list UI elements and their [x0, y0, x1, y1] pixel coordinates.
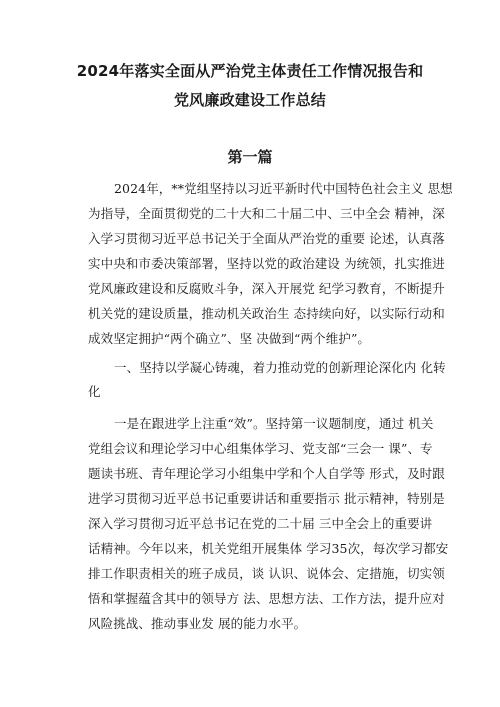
- paragraph-line: 机关党的建设质量，推动机关政治生 态持续向好，以实际行动和: [88, 306, 445, 321]
- paragraph-line: 风险挑战、推动事业发 展的能力水平。: [88, 616, 307, 631]
- paragraph-line: 排工作职责相关的班子成员，谈 认识、说体会、定措施，切实领: [88, 566, 445, 581]
- document-title-line-1: 2024年落实全面从严治党主体责任工作情况报告和: [76, 62, 424, 80]
- paragraph-line: 入学习贯彻习近平总书记关于全面从严治党的重要 论述，认真落: [88, 231, 445, 246]
- paragraph-line: 2024年，**党组坚持以习近平新时代中国特色社会主义 思想: [114, 181, 453, 196]
- paragraph-line: 实中央和市委决策部署，坚持以党的政治建设 为统领，扎实推进: [88, 256, 445, 271]
- section-subheading-line: 一、坚持以学凝心铸魂，着力推动党的创新理论深化内 化转: [114, 360, 446, 375]
- paragraph-line: 话精神。今年以来，机关党组开展集体 学习35次，每次学习都安: [88, 541, 449, 556]
- document-title-line-2: 党风廉政建设工作总结: [173, 91, 326, 109]
- paragraph-line: 进学习贯彻习近平总书记重要讲话和重要指示 批示精神，特别是: [88, 491, 445, 506]
- section-subheading-line: 化: [88, 384, 101, 399]
- paragraph-line: 为指导，全面贯彻党的二十大和二十届二中、三中全会 精神，深: [88, 206, 445, 221]
- paragraph-line: 党风廉政建设和反腐败斗争，深入开展党 纪学习教育，不断提升: [88, 281, 445, 296]
- paragraph-line: 悟和掌握蕴含其中的领导方 法、思想方法、工作方法，提升应对: [88, 591, 445, 606]
- paragraph-line: 成效坚定拥护“两个确立”、坚 决做到“两个维护”。: [88, 331, 371, 346]
- paragraph-line: 深入学习贯彻习近平总书记在党的二十届 三中全会上的重要讲: [88, 516, 433, 531]
- paragraph-line: 一是在跟进学上注重“效”。坚持第一议题制度，通过 机关: [114, 416, 434, 431]
- section-heading: 第一篇: [227, 148, 273, 166]
- paragraph-line: 党组会议和理论学习中心组集体学习、党支部“三会一 课”、专: [88, 441, 433, 456]
- paragraph-line: 题读书班、青年理论学习小组集中学和个人自学等 形式，及时跟: [88, 466, 445, 481]
